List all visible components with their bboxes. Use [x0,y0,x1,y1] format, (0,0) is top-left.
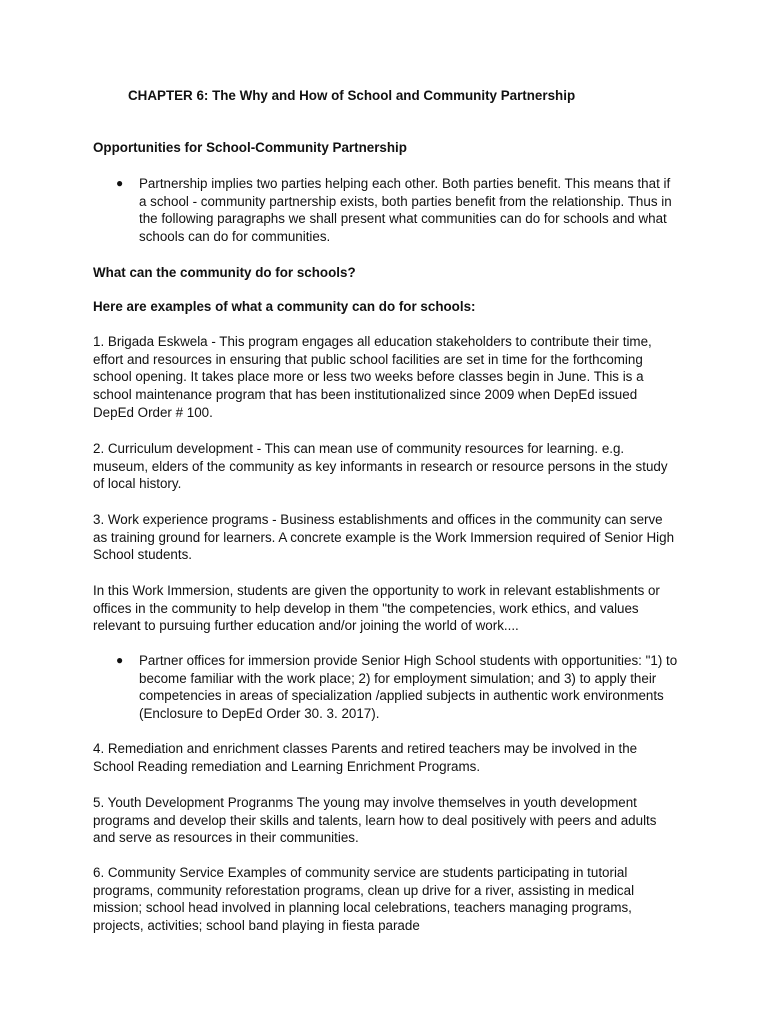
item-remediation: 4. Remediation and enrichment classes Parents and retired teachers may be involved in the School Reading remediation and Learning Enrichment Programs. [93,741,638,774]
item-youth-development: 5. Youth Development Progranms The young may involve themselves in youth development programs and develop their skills and talents, learn how to deal positively with peers and adults and serve as resources in their communities. [93,795,657,846]
examples-heading: Here are examples of what a community can do for schools: [93,299,476,314]
question-heading: What can the community do for schools? [93,265,356,280]
section-heading: Opportunities for School-Community Partnership [93,140,407,155]
item-work-experience: 3. Work experience programs - Business establishments and offices in the community can serve as training ground for learners. A concrete example is the Work Immersion required of Senior High School students. [93,512,675,563]
partner-bullet-item [93,652,678,723]
item-brigada-eskwela: 1. Brigada Eskwela - This program engages all education stakeholders to contribute their time, effort and resources in ensuring that public school facilities are set in time for the forthcoming school opening. It takes place more or less two weeks before classes begin in June. This is a school maintenance program that has been institutionalized since 2009 when DepEd issued DepEd Order # 100. [93,334,652,420]
bullet-dot-icon: ● [116,653,124,667]
chapter-title: CHAPTER 6: The Why and How of School and Community Partnership [128,88,576,103]
item-curriculum-development: 2. Curriculum development - This can mean use of community resources for learning. e.g. museum, elders of the community as key informants in research or resource persons in the study of local history. [93,441,668,492]
partner-bullet-text: Partner offices for immersion provide Senior High School students with opportunities: "1) to become familiar with the work place; 2) for employment simulation; and 3) to apply their competencies in areas of specialization /applied subjects in authentic work environments (Enclosure to DepEd Order 30. 3. 2017). [139,653,678,722]
bullet-dot-icon: ● [116,176,124,190]
intro-bullet-item [93,175,678,246]
item-community-service: 6. Community Service Examples of community service are students participating in tutorial programs, community reforestation programs, clean up drive for a river, assisting in medical mission; school head involved in planning local celebrations, teachers managing programs, projects, activities; school band playing in fiesta parade [93,865,635,934]
work-immersion-paragraph: In this Work Immersion, students are given the opportunity to work in relevant establishments or offices in the community to help develop in them "the competencies, work ethics, and values relevant to pursuing further education and/or joining the world of work.... [93,583,660,634]
intro-bullet-text: Partnership implies two parties helping each other. Both parties benefit. This means that if a school - community partnership exists, both parties benefit from the relationship. Thus in the following paragraphs we shall present what communities can do for schools and what schools can do for communities. [139,176,672,245]
